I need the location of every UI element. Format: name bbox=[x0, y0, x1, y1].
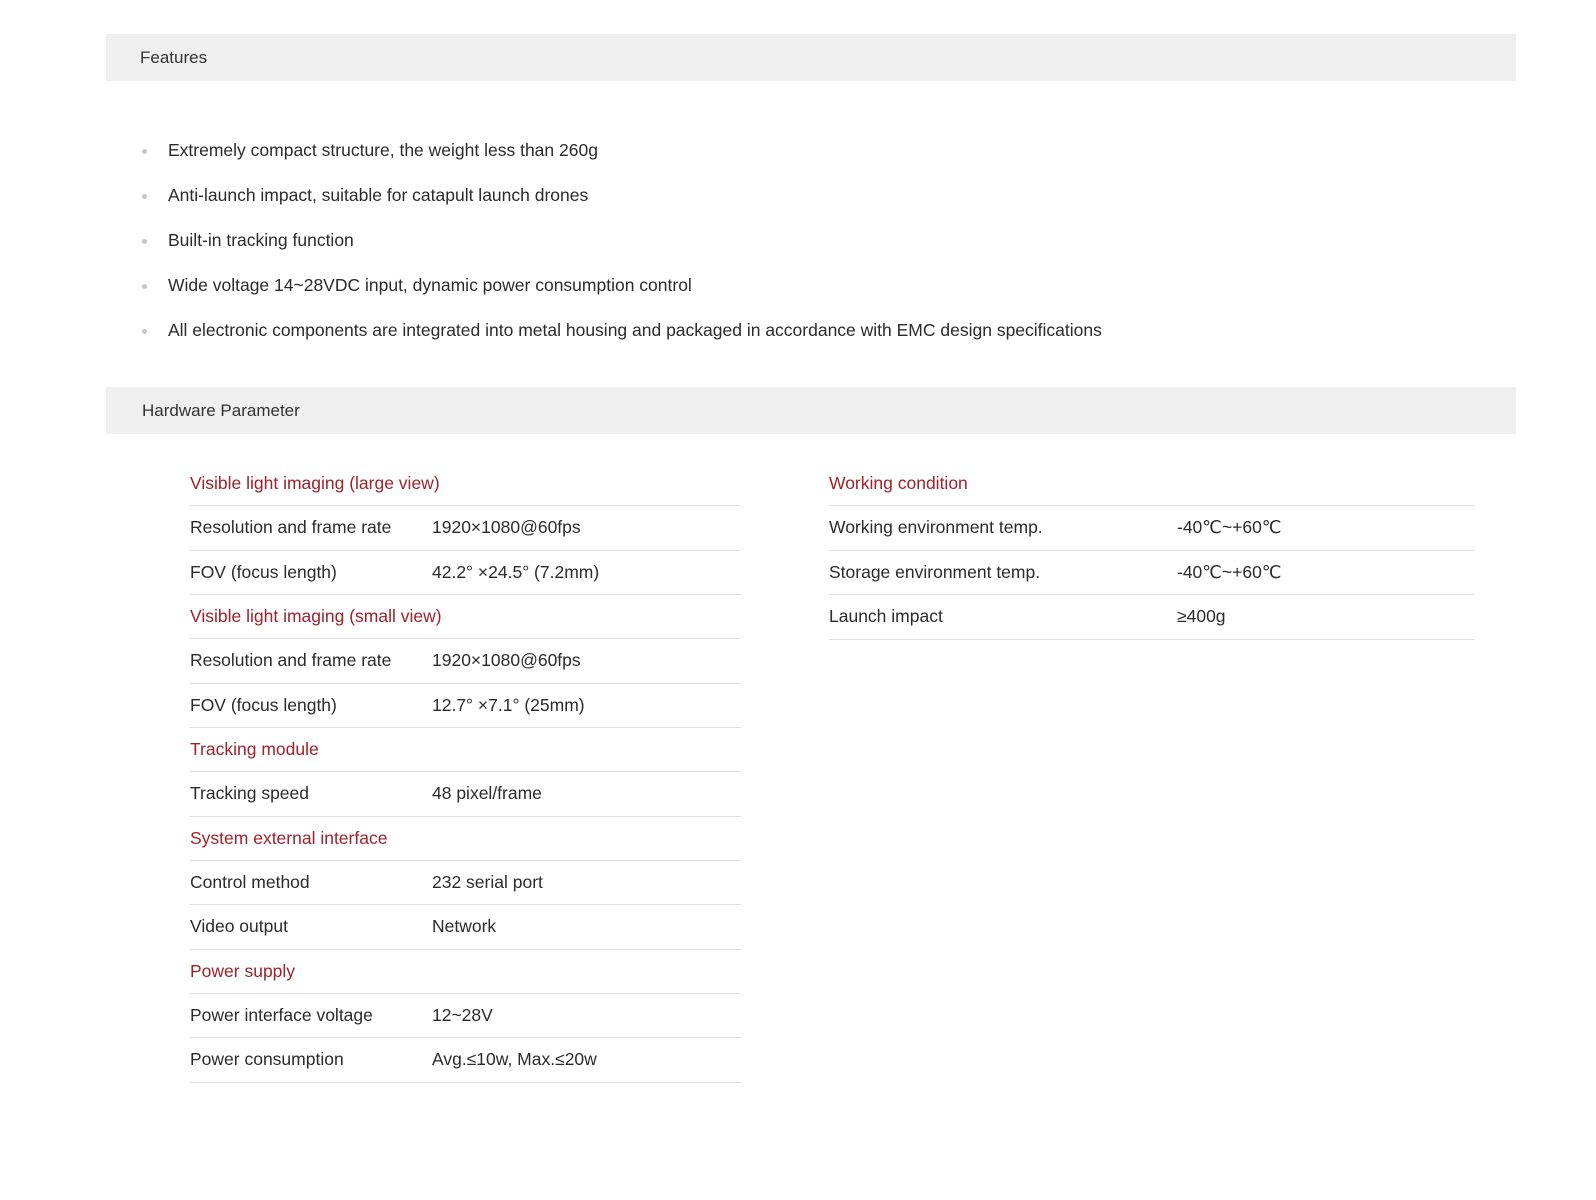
param-value: 12.7° ×7.1° (25mm) bbox=[432, 694, 585, 715]
feature-item bbox=[140, 128, 1102, 173]
param-row bbox=[190, 551, 741, 596]
param-value: -40℃~+60℃ bbox=[1177, 517, 1282, 538]
param-row bbox=[190, 506, 741, 551]
param-row bbox=[829, 551, 1474, 596]
param-value: 1920×1080@60fps bbox=[432, 517, 581, 538]
param-value: 12~28V bbox=[432, 1004, 493, 1025]
bullet-icon bbox=[142, 329, 147, 334]
param-label: Resolution and frame rate bbox=[190, 517, 392, 538]
features-title: Features bbox=[140, 47, 208, 67]
param-value: 1920×1080@60fps bbox=[432, 650, 581, 671]
group-title-power: Power supply bbox=[190, 950, 741, 994]
param-label: Resolution and frame rate bbox=[190, 650, 392, 671]
features-list bbox=[140, 128, 1102, 353]
group-title-visible-large: Visible light imaging (large view) bbox=[190, 462, 741, 506]
group-title-visible-small: Visible light imaging (small view) bbox=[190, 595, 741, 639]
param-value: ≥400g bbox=[1177, 606, 1226, 627]
param-value: 48 pixel/frame bbox=[432, 783, 542, 804]
param-label: Working environment temp. bbox=[829, 517, 1043, 538]
feature-item bbox=[140, 173, 1102, 218]
hardware-left-column bbox=[190, 462, 741, 1083]
feature-text: Built-in tracking function bbox=[168, 230, 354, 250]
param-row bbox=[190, 639, 741, 684]
param-row bbox=[190, 861, 741, 906]
bullet-icon bbox=[142, 149, 147, 154]
param-value: Avg.≤10w, Max.≤20w bbox=[432, 1049, 597, 1070]
group-title-working-condition: Working condition bbox=[829, 462, 1474, 506]
feature-item bbox=[140, 308, 1102, 353]
group-title-interface: System external interface bbox=[190, 817, 741, 861]
group-title-tracking: Tracking module bbox=[190, 728, 741, 772]
feature-item bbox=[140, 263, 1102, 308]
param-value: -40℃~+60℃ bbox=[1177, 561, 1282, 582]
param-value: Network bbox=[432, 916, 497, 937]
param-row bbox=[190, 772, 741, 817]
feature-text: Extremely compact structure, the weight less than 260g bbox=[168, 140, 598, 160]
param-row bbox=[829, 506, 1474, 551]
feature-item bbox=[140, 218, 1102, 263]
param-label: Power interface voltage bbox=[190, 1004, 373, 1025]
hardware-right-column bbox=[829, 462, 1474, 640]
hardware-section-header bbox=[106, 387, 1516, 434]
param-row bbox=[190, 994, 741, 1039]
feature-text: Anti-launch impact, suitable for catapult launch drones bbox=[168, 185, 589, 205]
hardware-title: Hardware Parameter bbox=[142, 400, 300, 420]
param-label: FOV (focus length) bbox=[190, 561, 337, 582]
param-label: Launch impact bbox=[829, 606, 943, 627]
param-label: Tracking speed bbox=[190, 783, 309, 804]
param-row bbox=[190, 684, 741, 729]
feature-text: All electronic components are integrated into metal housing and packaged in accordance with EMC design specifications bbox=[168, 320, 1102, 340]
param-label: Control method bbox=[190, 871, 310, 892]
bullet-icon bbox=[142, 284, 147, 289]
param-row bbox=[829, 595, 1474, 640]
param-value: 232 serial port bbox=[432, 871, 543, 892]
param-label: FOV (focus length) bbox=[190, 694, 337, 715]
features-section-header bbox=[106, 34, 1516, 81]
bullet-icon bbox=[142, 239, 147, 244]
param-label: Video output bbox=[190, 916, 288, 937]
param-value: 42.2° ×24.5° (7.2mm) bbox=[432, 561, 600, 582]
param-row bbox=[190, 1038, 741, 1083]
param-row bbox=[190, 905, 741, 950]
param-label: Storage environment temp. bbox=[829, 561, 1041, 582]
bullet-icon bbox=[142, 194, 147, 199]
param-label: Power consumption bbox=[190, 1049, 344, 1070]
feature-text: Wide voltage 14~28VDC input, dynamic power consumption control bbox=[168, 275, 692, 295]
